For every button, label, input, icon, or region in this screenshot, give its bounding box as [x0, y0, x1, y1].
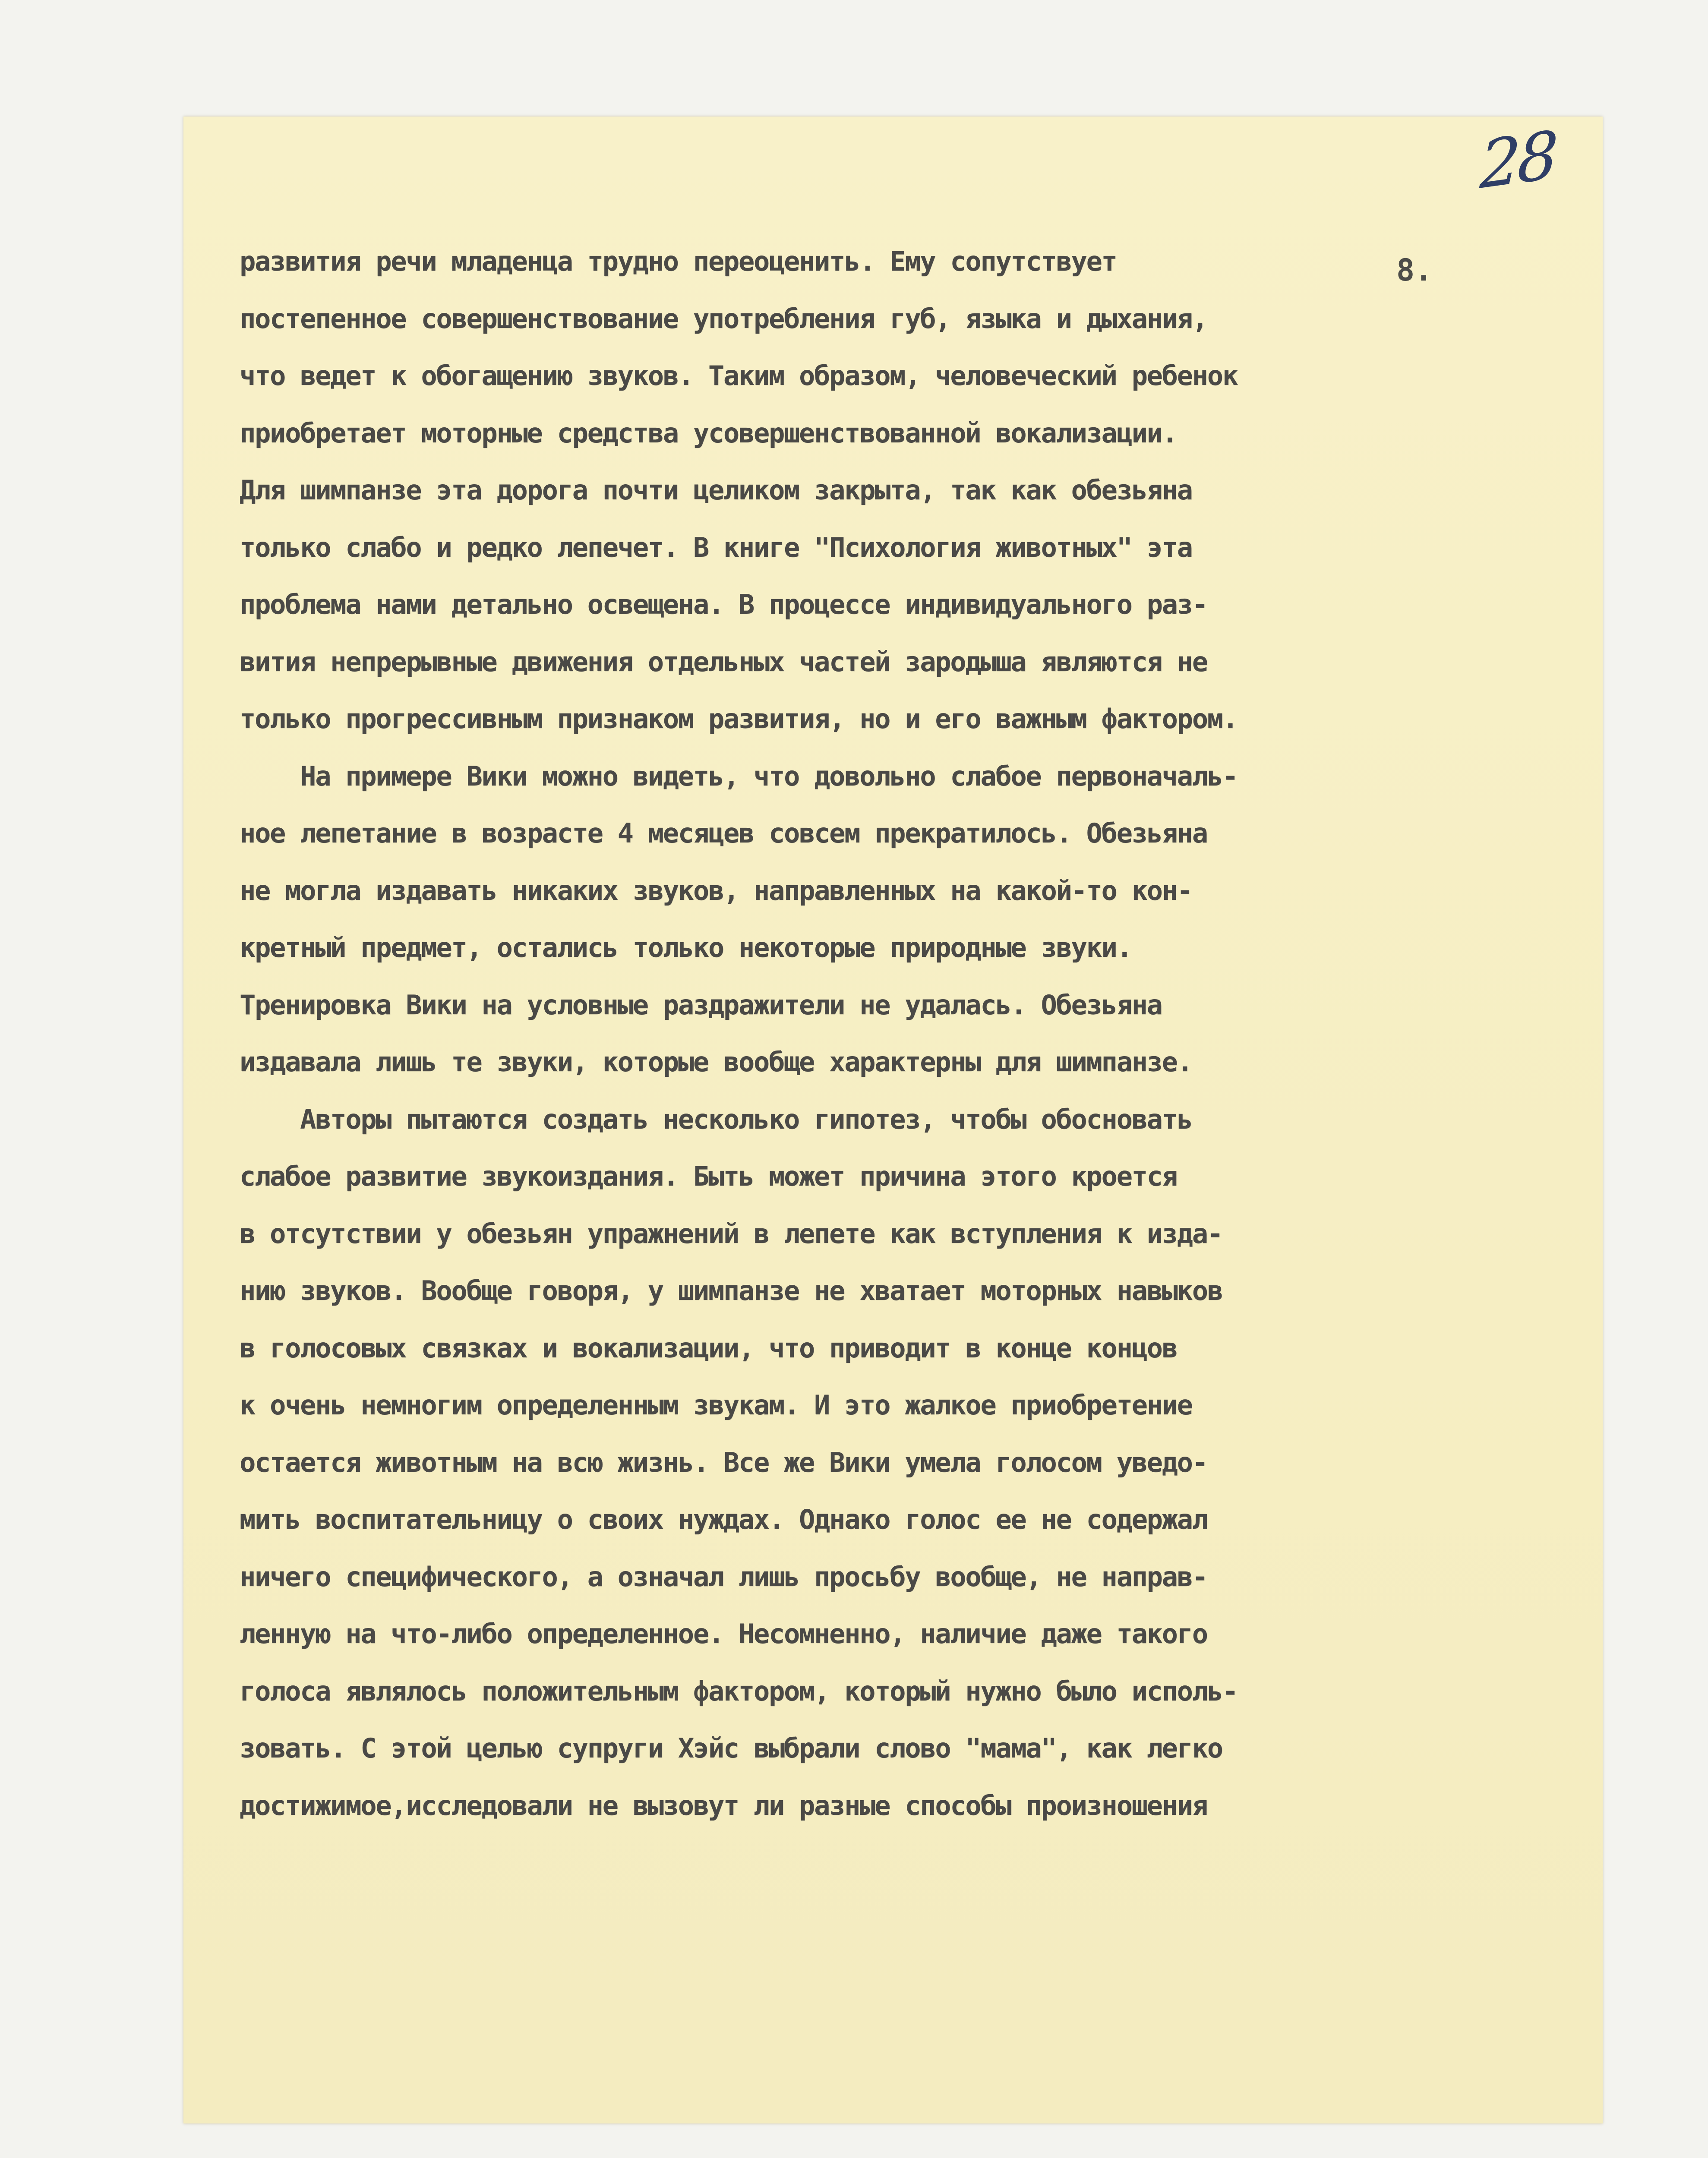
handwritten-archive-number: 28: [1478, 117, 1556, 204]
text-line: мить воспитательницу о своих нуждах. Однако голос ее не содержал: [240, 1504, 1207, 1535]
text-line: остается животным на всю жизнь. Все же Вики умела голосом уведо-: [240, 1446, 1207, 1478]
text-line: не могла издавать никаких звуков, направленных на какой-то кон-: [240, 874, 1192, 906]
text-line: нию звуков. Вообще говоря, у шимпанзе не хватает моторных навыков: [240, 1275, 1222, 1306]
text-line: только прогрессивным признаком развития, но и его важным фактором.: [240, 703, 1238, 735]
text-line: На примере Вики можно видеть, что довольно слабое первоначаль-: [240, 760, 1238, 792]
text-line: к очень немногим определенным звукам. И это жалкое приобретение: [240, 1389, 1192, 1421]
typed-text-body: [240, 233, 1513, 1834]
text-line: зовать. С этой целью супруги Хэйс выбрали слово "мама", как легко: [240, 1732, 1222, 1764]
text-line: ленную на что-либо определенное. Несомненно, наличие даже такого: [240, 1618, 1207, 1650]
text-line: Для шимпанзе эта дорога почти целиком закрыта, так как обезьяна: [240, 474, 1192, 506]
text-line: постепенное совершенствование употребления губ, языка и дыхания,: [240, 303, 1207, 334]
page-number: 8.: [1396, 252, 1433, 288]
text-line: в отсутствии у обезьян упражнений в лепете как вступления к изда-: [240, 1218, 1222, 1249]
text-line: слабое развитие звукоиздания. Быть может причина этого кроется: [240, 1161, 1177, 1192]
text-line: проблема нами детально освещена. В процессе индивидуального раз-: [240, 589, 1207, 620]
text-line: Тренировка Вики на условные раздражители не удалась. Обезьяна: [240, 989, 1162, 1021]
text-line: издавала лишь те звуки, которые вообще характерны для шимпанзе.: [240, 1046, 1192, 1078]
text-line: Авторы пытаются создать несколько гипотез, чтобы обосновать: [240, 1103, 1192, 1135]
text-line: голоса являлось положительным фактором, который нужно было исполь-: [240, 1675, 1238, 1707]
text-line: вития непрерывные движения отдельных частей зародыша являются не: [240, 646, 1207, 678]
text-line: приобретает моторные средства усовершенствованной вокализации.: [240, 417, 1177, 449]
text-line: ное лепетание в возрасте 4 месяцев совсем прекратилось. Обезьяна: [240, 817, 1207, 849]
text-line: достижимое,исследовали не вызовут ли разные способы произношения: [240, 1789, 1207, 1821]
text-line: ничего специфического, а означал лишь просьбу вообще, не направ-: [240, 1561, 1207, 1593]
text-line: что ведет к обогащению звуков. Таким образом, человеческий ребенок: [240, 360, 1238, 391]
text-line: в голосовых связках и вокализации, что приводит в конце концов: [240, 1332, 1177, 1364]
text-line: только слабо и редко лепечет. В книге "Психология животных" эта: [240, 531, 1192, 563]
text-line: развития речи младенца трудно переоценить. Ему сопутствует: [240, 246, 1117, 277]
text-line: кретный предмет, остались только некоторые природные звуки.: [240, 932, 1132, 963]
